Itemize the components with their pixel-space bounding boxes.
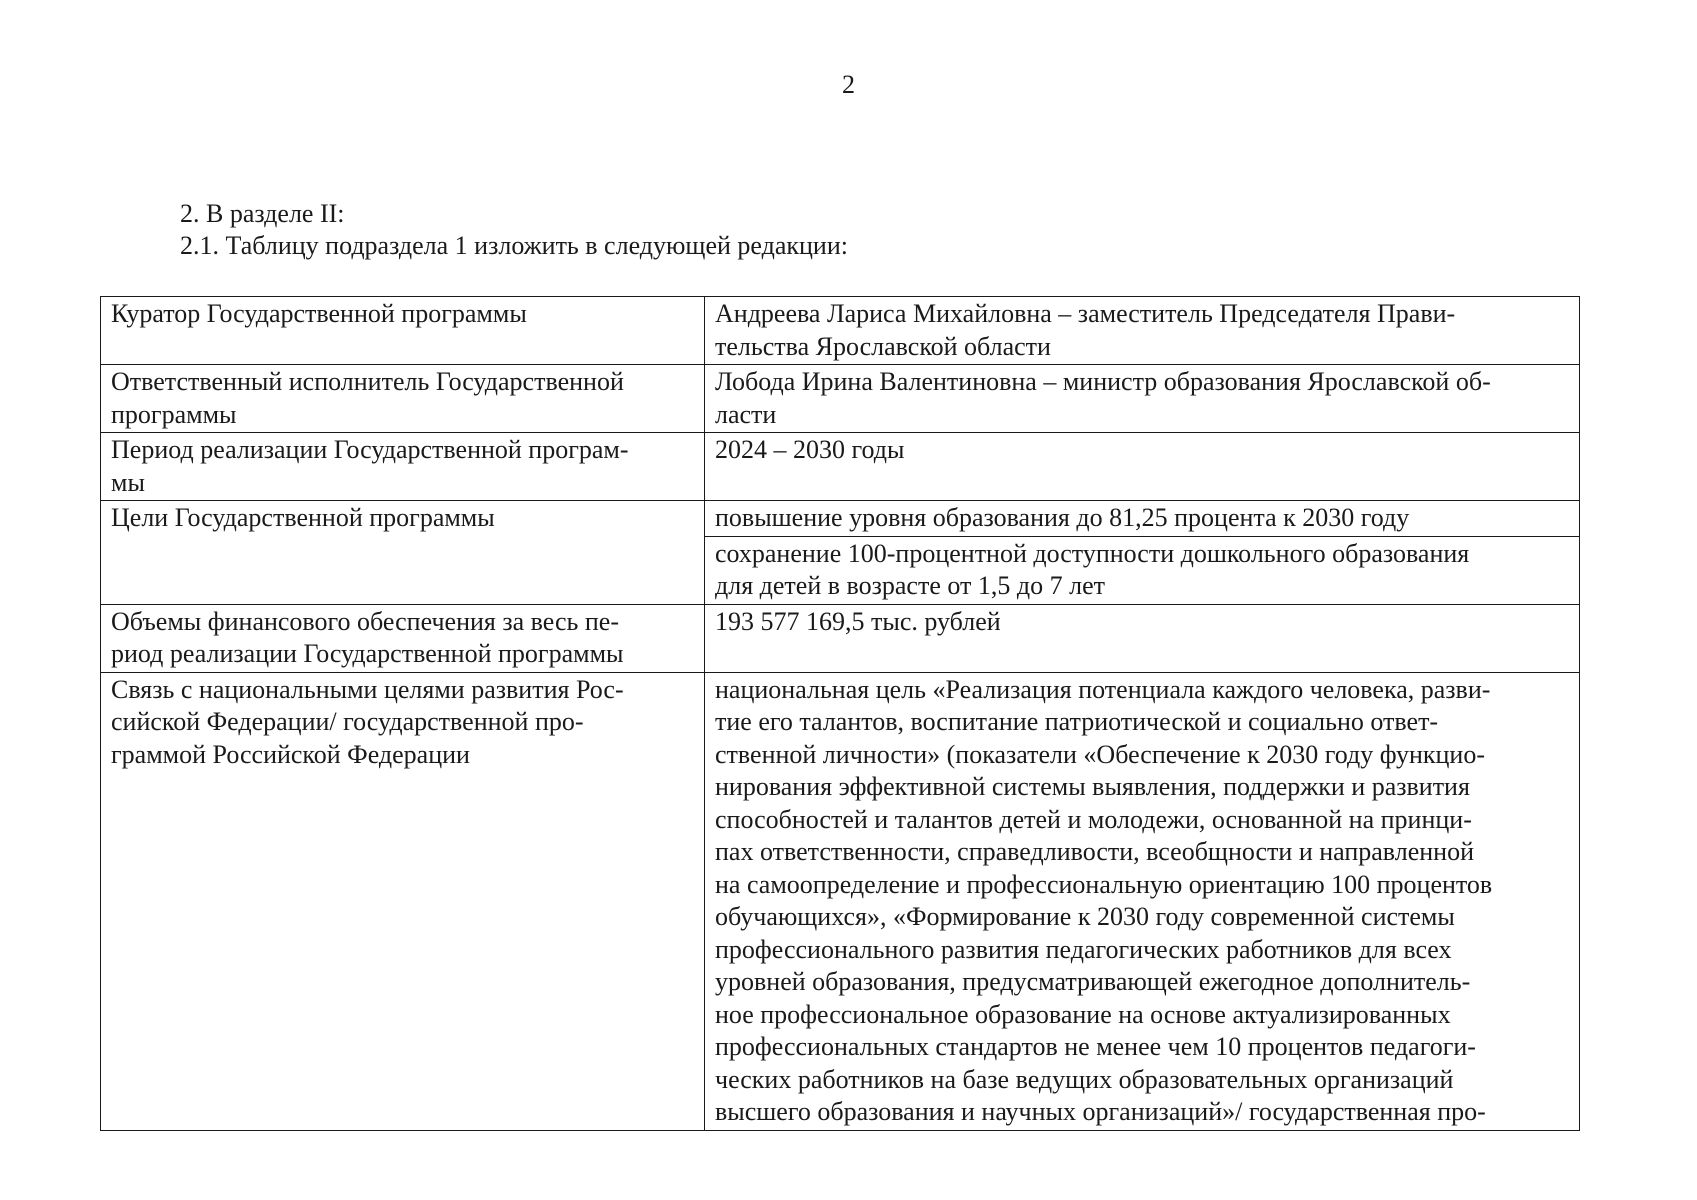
row-label: Связь с национальными целями развития Рос- сийской Федерации/ государственной про- граммой Российской Федерации [101,672,705,1130]
row-value: Лобода Ирина Валентиновна – министр образования Ярославской об- ласти [705,365,1580,433]
program-passport-table [100,296,1580,1131]
row-value: 193 577 169,5 тыс. рублей [705,604,1580,672]
table-row-period [101,433,1580,501]
row-label: Период реализации Государственной програм- мы [101,433,705,501]
intro-text [180,198,848,262]
section-heading: 2. В разделе II: [180,199,345,228]
table-row-funding [101,604,1580,672]
row-value: 2024 – 2030 годы [705,433,1580,501]
table-row-national-goals [101,672,1580,1130]
page-number: 2 [842,70,855,99]
row-label: Объемы финансового обеспечения за весь пе- риод реализации Государственной программы [101,604,705,672]
row-label: Куратор Государственной программы [101,297,705,365]
subsection-instruction: 2.1. Таблицу подраздела 1 изложить в следующей редакции: [180,231,848,260]
table-row-curator [101,297,1580,365]
row-label: Ответственный исполнитель Государственной программы [101,365,705,433]
row-value: повышение уровня образования до 81,25 процента к 2030 году [705,501,1580,537]
table-row-executor [101,365,1580,433]
row-value: национальная цель «Реализация потенциала каждого человека, разви- тие его талантов, воспитание патриотической и социально ответ- ственной личности» (показатели «Обеспечение к 2030 году функцио- нирования эффективной системы выявления, поддержки и развития способностей и талантов детей и молодежи, основанной на принци- пах ответственности, справедливости, всеобщности и направленной на самоопределение и профессиональную ориентацию 100 процентов обучающихся», «Формирование к 2030 году современной системы профессионального развития педагогических работников для всех уровней образования, предусматривающей ежегодное дополнитель- ное профессиональное образование на основе актуализированных профессиональных стандартов не менее чем 10 процентов педагоги- ческих работников на базе ведущих образовательных организаций высшего образования и научных организаций»/ государственная про- [705,672,1580,1130]
row-value: Андреева Лариса Михайловна – заместитель Председателя Прави- тельства Ярославской области [705,297,1580,365]
row-label: Цели Государственной программы [101,501,705,605]
table-row-goals [101,501,1580,537]
row-value: сохранение 100-процентной доступности дошкольного образования для детей в возрасте от 1,5 до 7 лет [705,536,1580,604]
